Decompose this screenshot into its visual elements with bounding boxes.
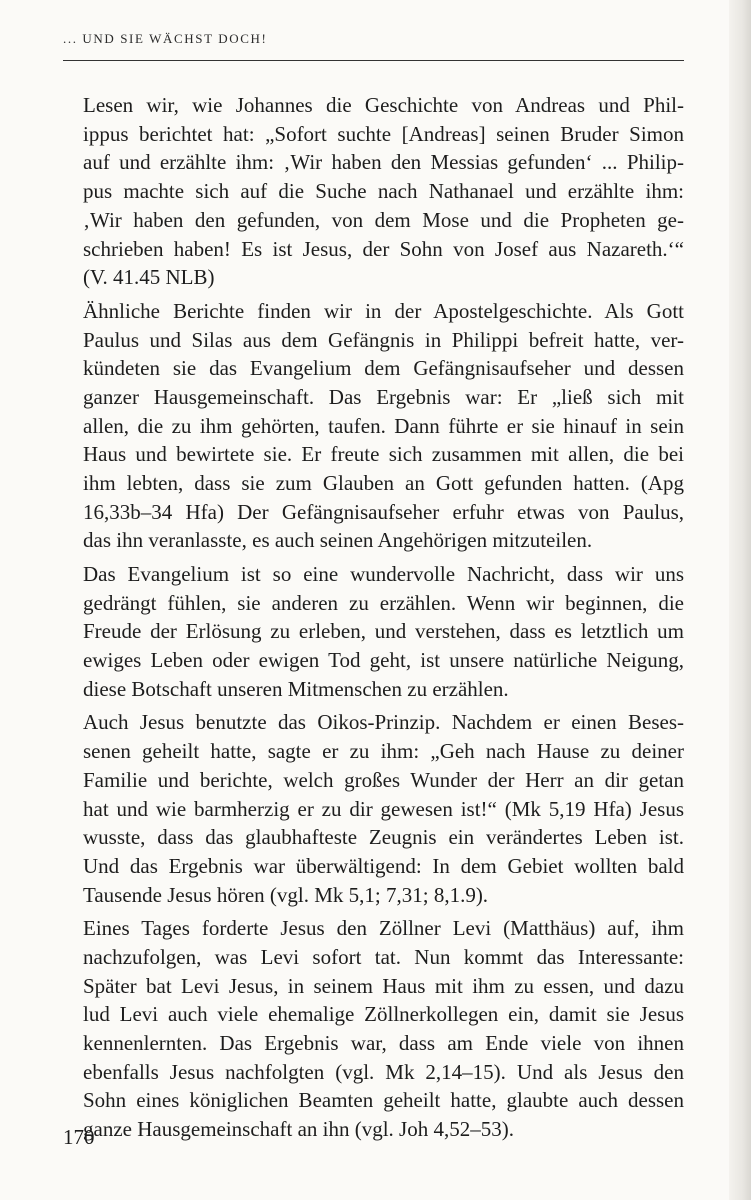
header-rule [63,60,684,61]
text-line: ihm lebten, dass sie zum Glauben an Gott gefunden hatten. (Apg [83,471,684,496]
text-line: 16,33b–34 Hfa) Der Gefängnisaufseher erfuhr etwas von Paulus, [83,499,684,524]
text-line: lud Levi auch viele ehemalige Zöllnerkollegen ein, damit sie Jesus [83,1002,684,1027]
text-line: gedrängt fühlen, sie anderen zu erzählen. Wenn wir beginnen, die [83,590,684,615]
text-line: Lesen wir, wie Johannes die Geschichte von Andreas und Phil- [83,93,684,117]
text-line: das ihn veranlasste, es auch seinen Angehörigen mitzuteilen. [83,528,593,553]
text-line: (V. 41.45 NLB) [83,265,215,290]
text-line: Paulus und Silas aus dem Gefängnis in Philippi befreit hatte, ver- [83,327,684,352]
paragraph [63,91,684,292]
page-edge-shadow [729,0,751,1200]
text-line: Ähnliche Berichte finden wir in der Apostelgeschichte. Als Gott [83,298,684,323]
text-line: diese Botschaft unseren Mitmenschen zu erzählen. [83,676,509,701]
text-line: kennenlernten. Das Ergebnis war, dass am Ende viele von ihnen [83,1031,684,1056]
text-line: ganze Hausgemeinschaft an ihn (vgl. Joh 4,52–53). [83,1117,514,1142]
text-line: Haus und bewirtete sie. Er freute sich zusammen mit allen, die bei [83,442,684,467]
text-line: Und das Ergebnis war überwältigend: In dem Gebiet wollten bald [83,853,684,878]
text-line: senen geheilt hatte, sagte er zu ihm: „Geh nach Hause zu deiner [83,739,684,764]
text-line: ewiges Leben oder ewigen Tod geht, ist unsere natürliche Neigung, [83,648,684,673]
text-line: hat und wie barmherzig er zu dir gewesen ist!“ (Mk 5,19 Hfa) Jesus [83,796,684,821]
paragraph [63,708,684,909]
text-line: Familie und berichte, welch großes Wunder der Herr an dir getan [83,767,684,792]
text-line: kündeten sie das Evangelium dem Gefängnisaufseher und dessen [83,356,684,381]
text-line: wusste, dass das glaubhafteste Zeugnis ein verändertes Leben ist. [83,825,684,850]
text-line: Auch Jesus benutzte das Oikos-Prinzip. Nachdem er einen Beses- [83,710,684,735]
paragraph [63,914,684,1144]
text-line: Das Evangelium ist so eine wundervolle Nachricht, dass wir uns [83,562,684,587]
paragraph [63,297,684,555]
text-line: ippus berichtet hat: „Sofort suchte [Andreas] seinen Bruder Simon [83,121,684,146]
text-line: nachzufolgen, was Levi sofort tat. Nun kommt das Interessante: [83,944,684,969]
text-line: schrieben haben! Es ist Jesus, der Sohn von Josef aus Nazareth.‘“ [83,236,684,261]
text-line: pus machte sich auf die Suche nach Nathanael und erzählte ihm: [83,179,684,204]
text-line: Tausende Jesus hören (vgl. Mk 5,1; 7,31; 8,1.9). [83,882,489,907]
text-line: Eines Tages forderte Jesus den Zöllner Levi (Matthäus) auf, ihm [83,916,684,941]
text-line: ebenfalls Jesus nachfolgten (vgl. Mk 2,14–15). Und als Jesus den [83,1059,684,1084]
text-line: ‚Wir haben den gefunden, von dem Mose und die Propheten ge- [83,207,684,232]
body-text [63,91,684,1144]
text-line: Sohn eines königlichen Beamten geheilt hatte, glaubte auch dessen [83,1088,684,1113]
text-line: Freude der Erlösung zu erleben, und verstehen, dass es letztlich um [83,619,684,644]
text-line: Später bat Levi Jesus, in seinem Haus mit ihm zu essen, und dazu [83,973,684,998]
running-head: ... UND SIE WÄCHST DOCH! [63,31,268,46]
page-number: 170 [63,1125,95,1149]
paragraph [63,560,684,704]
text-line: auf und erzählte ihm: ‚Wir haben den Messias gefunden‘ ... Philip- [83,150,684,175]
text-line: allen, die zu ihm gehörten, taufen. Dann führte er sie hinauf in sein [83,413,684,438]
text-line: ganzer Hausgemeinschaft. Das Ergebnis war: Er „ließ sich mit [83,384,684,409]
